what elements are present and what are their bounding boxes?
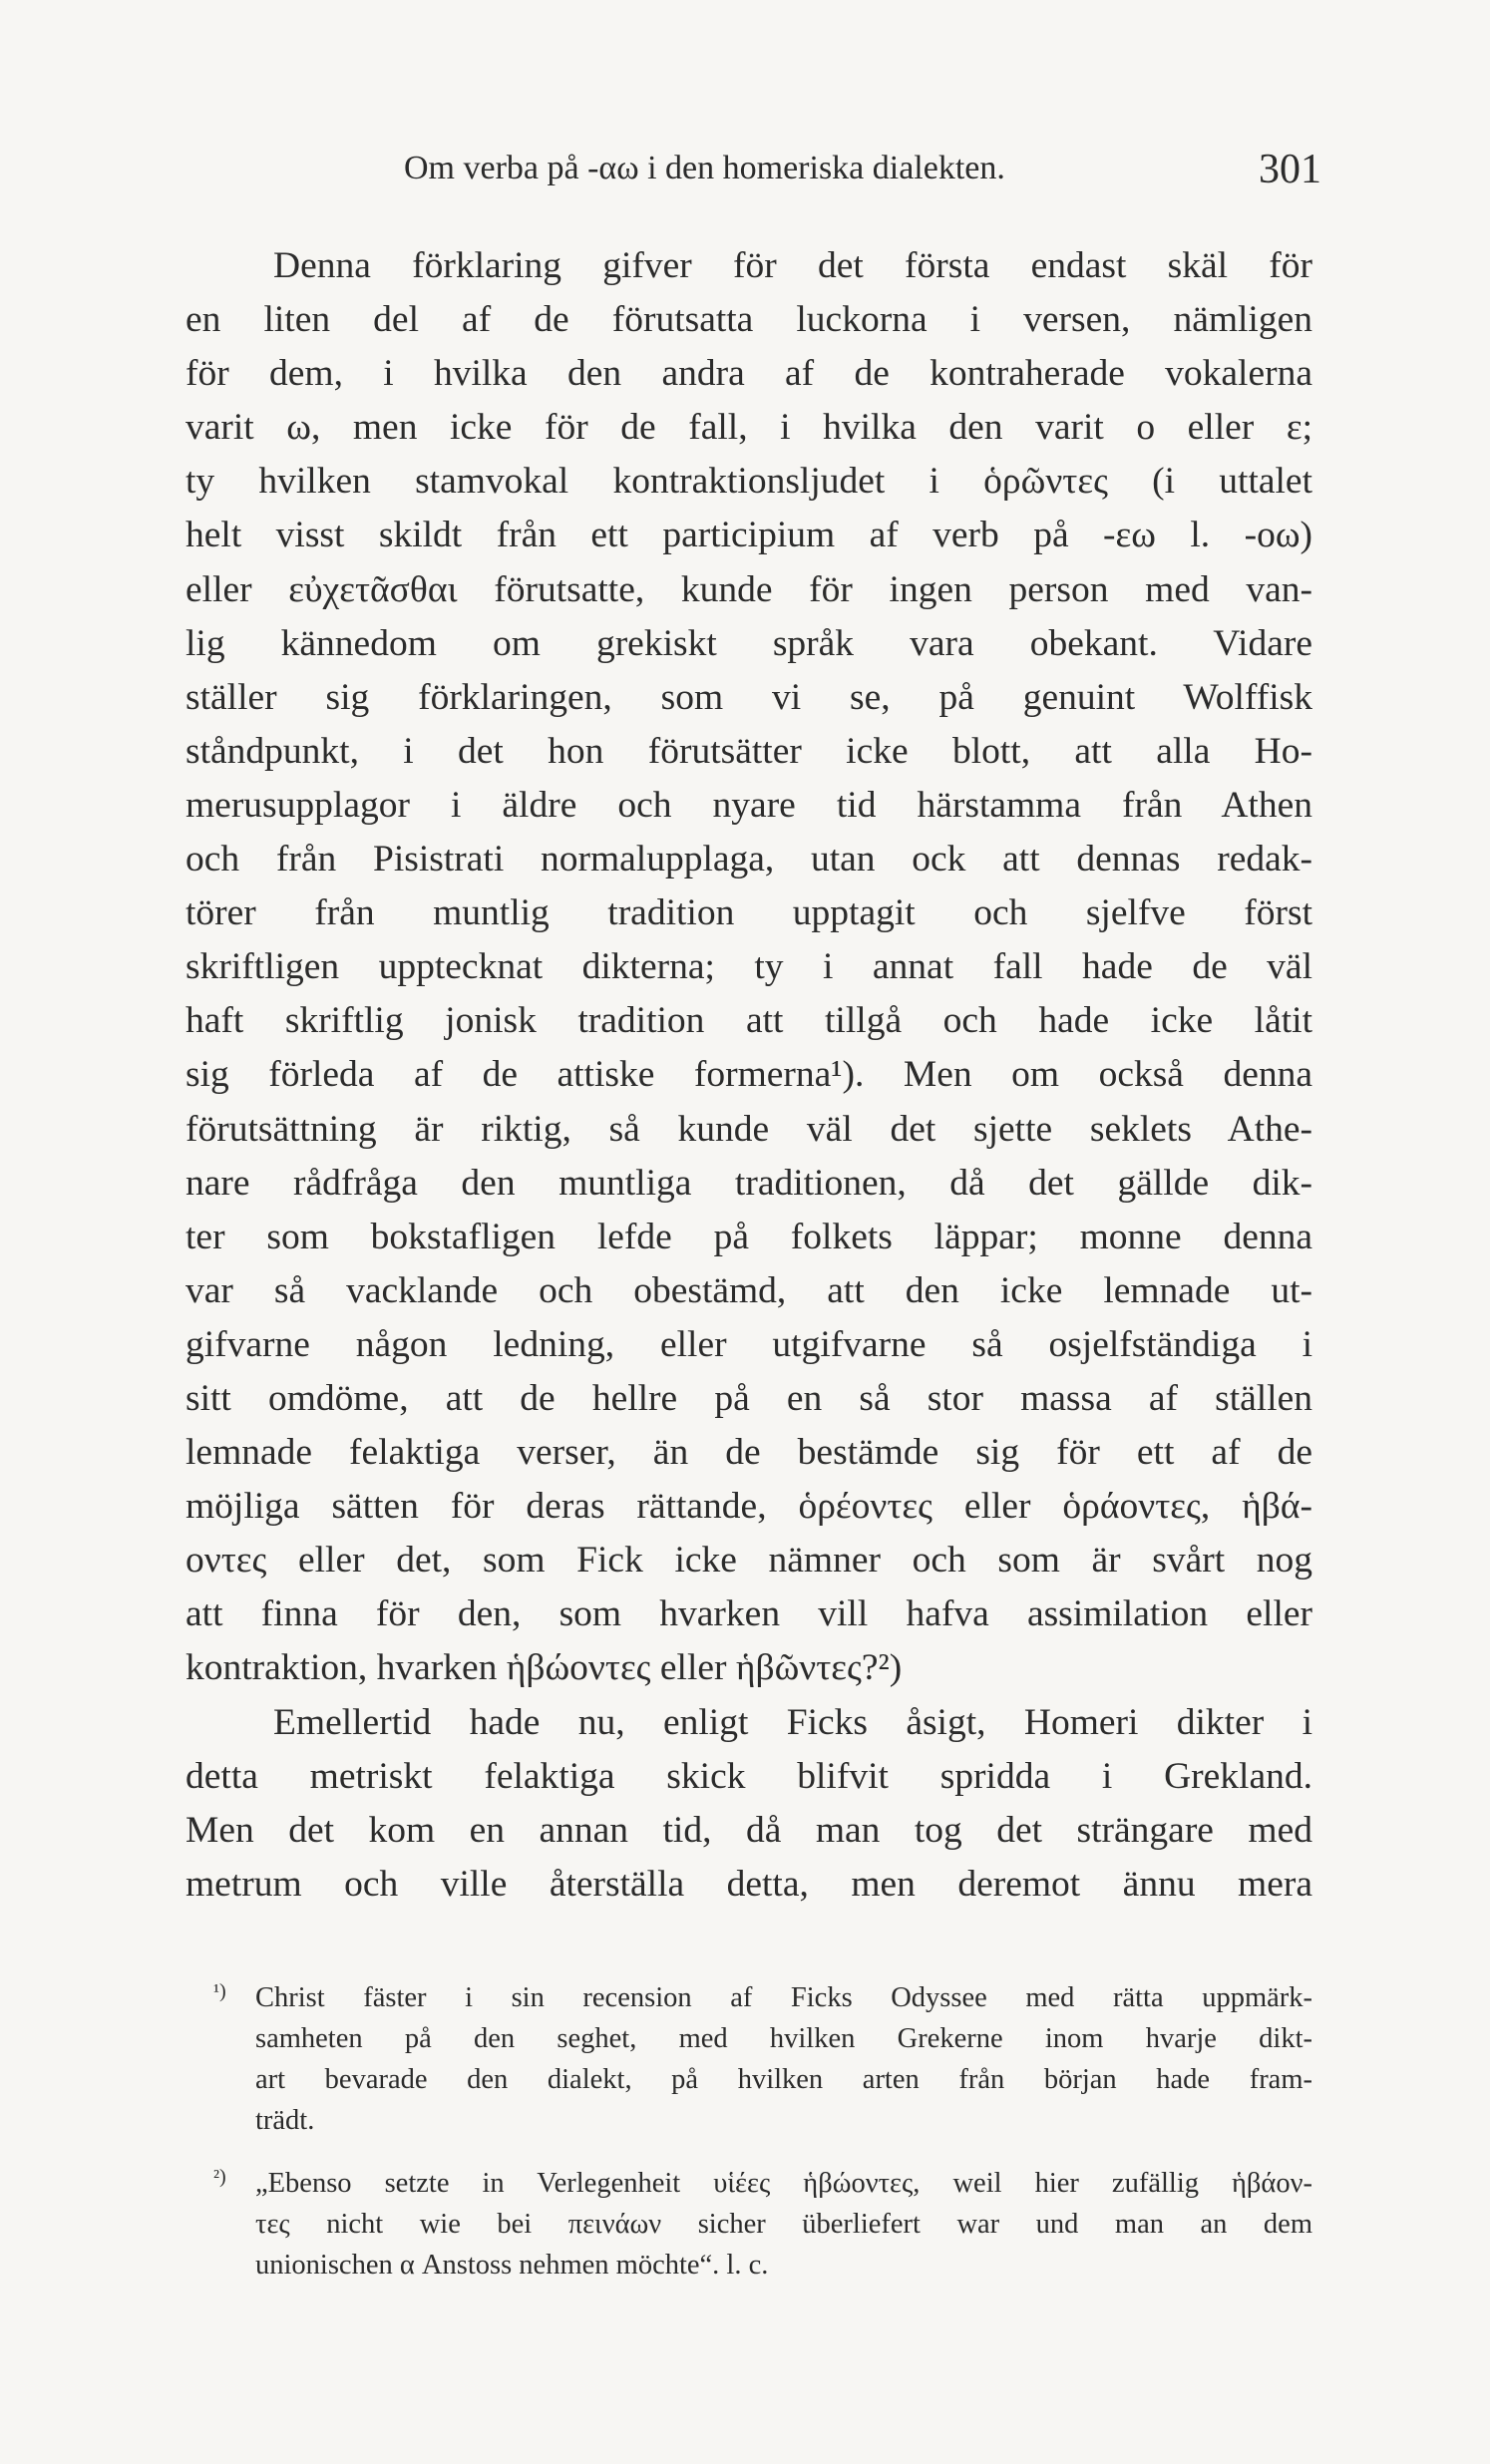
text-line: skriftligen upptecknat dikterna; ty i annat fall hade de väl bbox=[186, 946, 1312, 988]
text-line: gifvarne någon ledning, eller utgifvarne så osjelfständiga i bbox=[186, 1323, 1312, 1365]
footnote-line: samheten på den seghet, med hvilken Grekerne inom hvarje dikt- bbox=[255, 2023, 1312, 2054]
footnote-line: τες nicht wie bei πεινάων sicher überliefert war und man an dem bbox=[255, 2209, 1312, 2240]
text-line: haft skriftlig jonisk tradition att tillgå och hade icke låtit bbox=[186, 1000, 1312, 1042]
text-line: ståndpunkt, i det hon förutsätter icke blott, att alla Ho- bbox=[186, 730, 1312, 772]
text-line: ställer sig förklaringen, som vi se, på genuint Wolffisk bbox=[186, 676, 1312, 718]
text-line: sig förleda af de attiske formerna¹). Men om också denna bbox=[186, 1054, 1312, 1096]
text-line: var så vacklande och obestämd, att den icke lemnade ut- bbox=[186, 1269, 1312, 1311]
footnote-line bbox=[186, 1977, 1312, 2018]
text-line: möjliga sätten för deras rättande, ὁρέοντες eller ὁράοντες, ἡβά- bbox=[186, 1486, 1312, 1528]
text-line: varit ω, men icke för de fall, i hvilka den varit ο eller ε; bbox=[186, 407, 1312, 449]
text-line: merusupplagor i äldre och nyare tid härstamma från Athen bbox=[186, 784, 1312, 826]
text-line: att finna för den, som hvarken vill hafva assimilation eller bbox=[186, 1593, 1312, 1635]
text-line: nare rådfråga den muntliga traditionen, då det gällde dik- bbox=[186, 1162, 1312, 1204]
text-line: en liten del af de förutsatta luckorna i versen, nämligen bbox=[186, 299, 1312, 341]
text-line: Denna förklaring gifver för det första endast skäl för bbox=[273, 245, 1312, 286]
text-line: οντες eller det, som Fick icke nämner och som är svårt nog bbox=[186, 1540, 1312, 1582]
text-line: Men det kom en annan tid, då man tog det strängare med bbox=[186, 1809, 1312, 1851]
footnote-mark: ¹) bbox=[213, 1980, 226, 2002]
text-line: lig kännedom om grekiskt språk vara obekant. Vidare bbox=[186, 622, 1312, 664]
running-header bbox=[404, 146, 1321, 195]
text-line: ter som bokstafligen lefde på folkets läppar; monne denna bbox=[186, 1216, 1312, 1257]
text-line: eller εὐχετᾶσθαι förutsatte, kunde för ingen person med van- bbox=[186, 568, 1312, 610]
footnote-line bbox=[186, 2163, 1312, 2204]
footnote-line: art bevarade den dialekt, på hvilken arten från början hade fram- bbox=[255, 2064, 1312, 2095]
page-number: 301 bbox=[1259, 147, 1321, 192]
text-line: detta metriskt felaktiga skick blifvit spridda i Grekland. bbox=[186, 1755, 1312, 1797]
footnote-mark: ²) bbox=[213, 2166, 226, 2188]
text-line: lemnade felaktiga verser, än de bestämde sig för ett af de bbox=[186, 1432, 1312, 1474]
text-line: kontraktion, hvarken ἡβώοντες eller ἡβῶντες?²) bbox=[186, 1647, 903, 1689]
footnote-line: unionischen α Anstoss nehmen möchte“. l. c. bbox=[255, 2250, 769, 2281]
text-line: metrum och ville återställa detta, men deremot ännu mera bbox=[186, 1863, 1312, 1905]
text-line: förutsättning är riktig, så kunde väl det sjette seklets Athe- bbox=[186, 1108, 1312, 1150]
footnotes bbox=[186, 1977, 1312, 2286]
footnote-line: trädt. bbox=[255, 2105, 315, 2136]
text-line: ty hvilken stamvokal kontraktionsljudet i ὁρῶντες (i uttalet bbox=[186, 461, 1312, 503]
footnote-text: Christ fäster i sin recension af Ficks Odyssee med rätta uppmärk- bbox=[255, 1982, 1312, 2013]
text-line: sitt omdöme, att de hellre på en så stor massa af ställen bbox=[186, 1377, 1312, 1419]
text-line: helt visst skildt från ett participium af verb på -εω l. -οω) bbox=[186, 515, 1312, 556]
main-text bbox=[186, 239, 1312, 1912]
text-line: törer från muntlig tradition upptagit och sjelfve först bbox=[186, 892, 1312, 934]
text-line: och från Pisistrati normalupplaga, utan ock att dennas redak- bbox=[186, 839, 1312, 880]
running-title: Om verba på -αω i den homeriska dialekten. bbox=[404, 150, 1005, 186]
text-line: för dem, i hvilka den andra af de kontraherade vokalerna bbox=[186, 353, 1312, 395]
footnote-text: „Ebenso setzte in Verlegenheit υἱέες ἡβώοντες, weil hier zufällig ἡβάον- bbox=[255, 2168, 1312, 2199]
text-line: Emellertid hade nu, enligt Ficks åsigt, Homeri dikter i bbox=[273, 1701, 1312, 1743]
